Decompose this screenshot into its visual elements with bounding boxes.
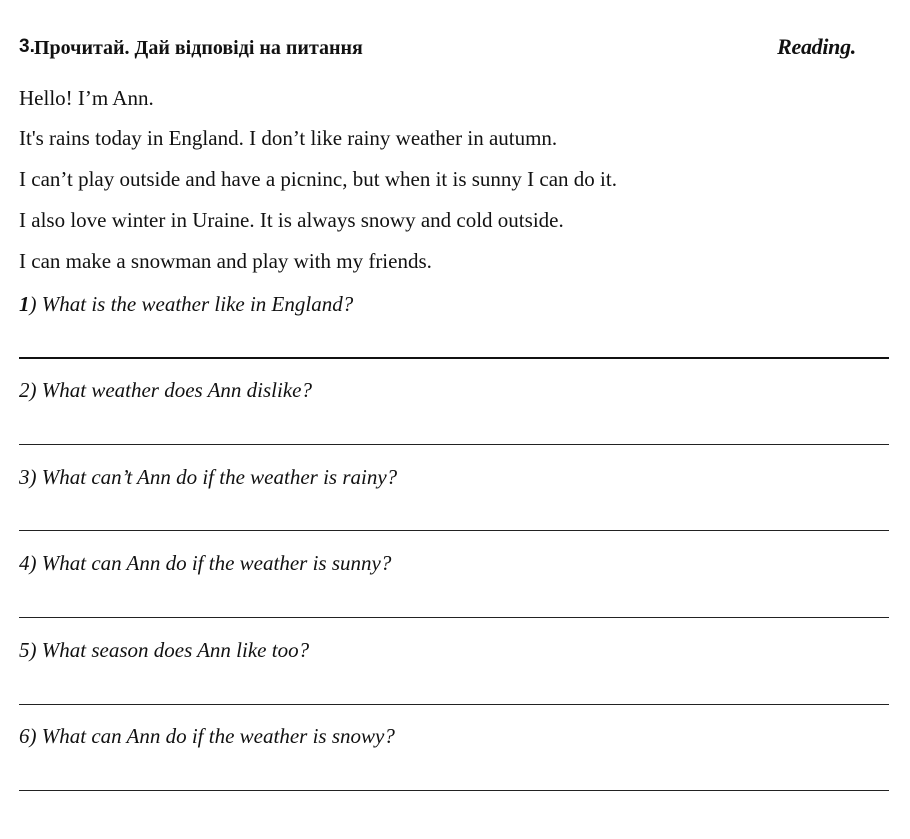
question-3-text: What can’t Ann do if the weather is rainy? <box>36 465 398 489</box>
question-3 <box>19 465 397 490</box>
passage-line-3: I can’t play outside and have a picninc, but when it is sunny I can do it. <box>19 167 617 191</box>
task-title: Прочитай. Дай відповіді на питання <box>34 37 363 59</box>
question-4 <box>19 551 391 576</box>
reading-label: Reading. <box>777 34 856 59</box>
answer-line-6[interactable] <box>19 790 889 791</box>
question-4-text: What can Ann do if the weather is sunny? <box>36 551 392 575</box>
answer-line-4[interactable] <box>19 617 889 618</box>
task-number: 3. <box>19 36 35 57</box>
question-5 <box>19 638 309 663</box>
question-2-text: What weather does Ann dislike? <box>36 378 312 402</box>
question-6-text: What can Ann do if the weather is snowy? <box>36 724 395 748</box>
answer-line-1[interactable] <box>19 357 889 359</box>
answer-line-2[interactable] <box>19 444 889 445</box>
task-header <box>19 36 890 66</box>
passage-line-1: Hello! I’m Ann. <box>19 86 154 110</box>
question-5-text: What season does Ann like too? <box>36 638 310 662</box>
passage-line-2: It's rains today in England. I don’t like rainy weather in autumn. <box>19 126 558 150</box>
passage-line-4: I also love winter in Uraine. It is always snowy and cold outside. <box>19 208 564 232</box>
passage-line-5: I can make a snowman and play with my friends. <box>19 249 432 273</box>
question-6-number: 6) <box>19 724 37 748</box>
question-1-suffix: ) <box>29 292 37 316</box>
question-1 <box>19 292 353 317</box>
question-2 <box>19 378 312 403</box>
question-1-number: 1 <box>19 292 30 316</box>
question-2-number: 2) <box>19 378 37 402</box>
question-5-number: 5) <box>19 638 37 662</box>
answer-line-3[interactable] <box>19 530 889 531</box>
question-1-text: What is the weather like in England? <box>36 292 354 316</box>
question-3-number: 3) <box>19 465 37 489</box>
answer-line-5[interactable] <box>19 704 889 705</box>
question-4-number: 4) <box>19 551 37 575</box>
question-6 <box>19 724 395 749</box>
